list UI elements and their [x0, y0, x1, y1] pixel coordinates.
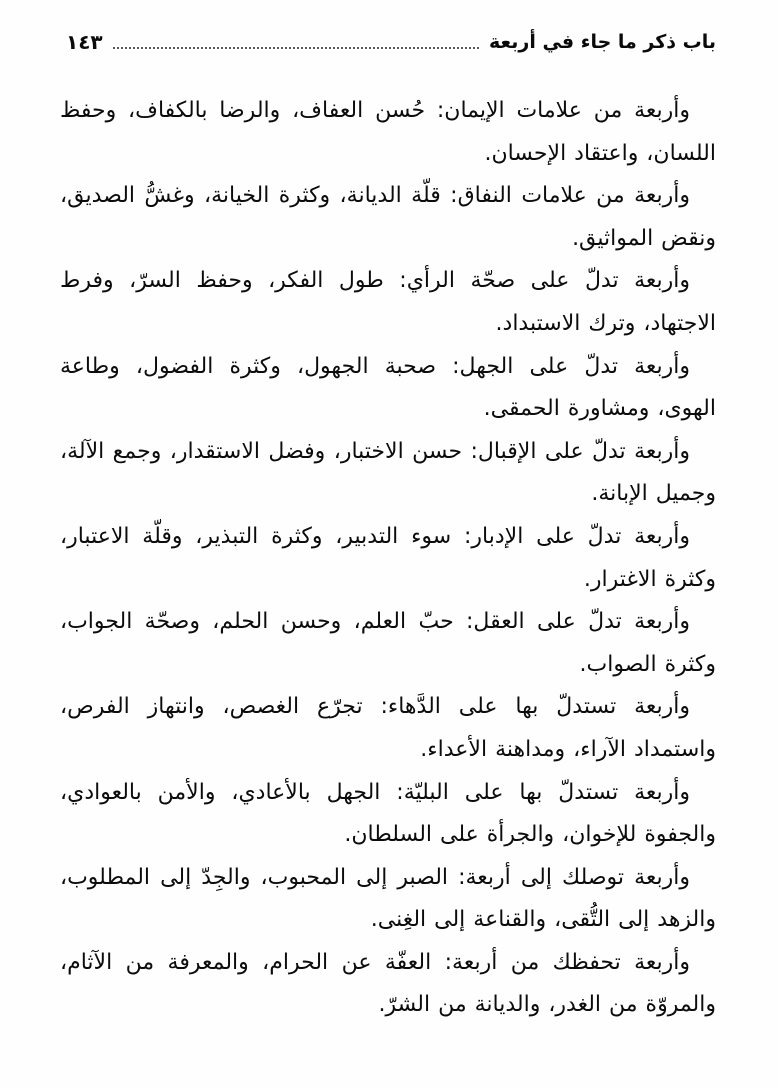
paragraph: وأربعة تدلّ على صحّة الرأي: طول الفكر، وحفظ السرّ، وفرط الاجتهاد، وترك الاستبداد.: [60, 268, 716, 336]
dotted-leader: [113, 36, 479, 49]
paragraph: وأربعة تستدلّ بها على الدَّهاء: تجرّع الغصص، وانتهاز الفرص، واستمداد الآراء، ومداهنة الأعداء.: [60, 694, 716, 762]
paragraph: وأربعة توصلك إلى أربعة: الصبر إلى المحبوب، والجِدّ إلى المطلوب، والزهد إلى التُّقى، والقناعة إلى الغِنى.: [60, 864, 716, 933]
paragraph: وأربعة من علامات الإيمان: حُسن العفاف، والرضا بالكفاف، وحفظ اللسان، واعتقاد الإحسان.: [60, 98, 716, 166]
page-number: ١٤٣: [66, 30, 103, 54]
chapter-title: باب ذكر ما جاء في أربعة: [489, 31, 716, 53]
paragraph: وأربعة تدلّ على العقل: حبّ العلم، وحسن الحلم، وصحّة الجواب، وكثرة الصواب.: [60, 609, 716, 677]
page-header: [0, 0, 778, 54]
paragraph: وأربعة تدلّ على الجهل: صحبة الجهول، وكثرة الفضول، وطاعة الهوى، ومشاورة الحمقى.: [60, 353, 716, 422]
paragraph: وأربعة تحفظك من أربعة: العفّة عن الحرام، والمعرفة من الآثام، والمروّة من الغدر، والديانة من الشرّ.: [60, 949, 716, 1018]
paragraph: وأربعة تدلّ على الإقبال: حسن الاختبار، وفضل الاستقدار، وجمع الآلة، وجميل الإبانة.: [60, 438, 716, 507]
paragraph: وأربعة من علامات النفاق: قلّة الديانة، وكثرة الخيانة، وغشُّ الصديق، ونقض المواثيق.: [60, 183, 716, 251]
paragraph: وأربعة تدلّ على الإدبار: سوء التدبير، وكثرة التبذير، وقلّة الاعتبار، وكثرة الاغترار.: [60, 523, 716, 592]
paragraph: وأربعة تستدلّ بها على البليّة: الجهل بالأعادي، والأمن بالعوادي، والجفوة للإخوان، والجرأة على السلطان.: [60, 779, 716, 848]
page-body: [60, 90, 716, 1027]
